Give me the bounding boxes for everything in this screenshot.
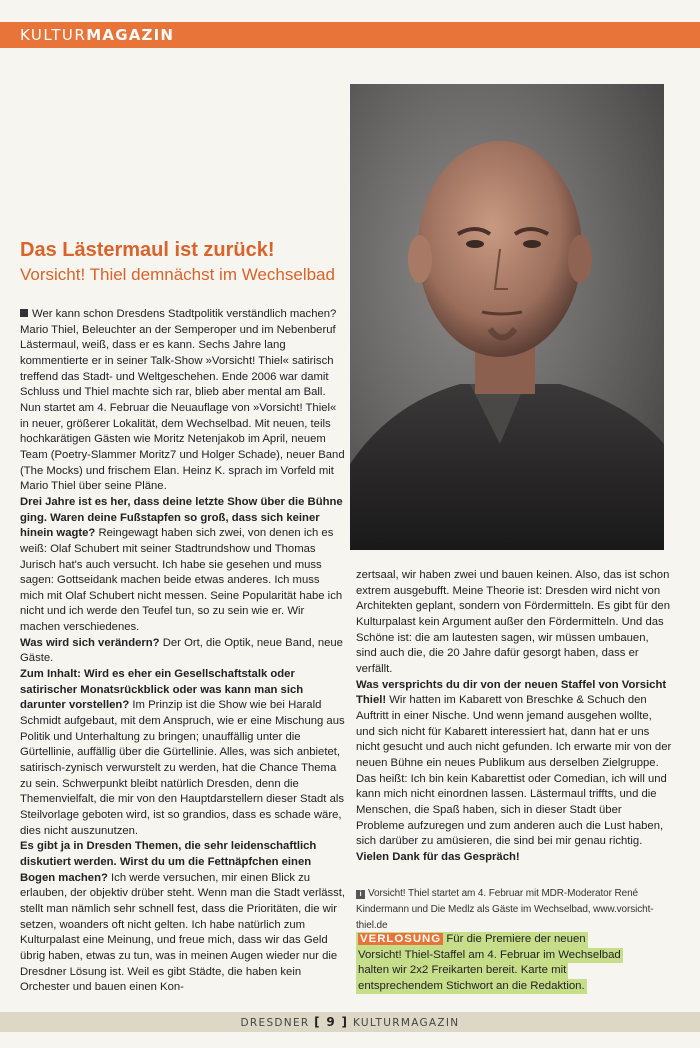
answer-4-part-2: zertsaal, wir haben zwei und bauen keinen. Also, das ist schon extrem ausgebufft. Meine Theorie ist: Dresden wird nicht von Architekten geplant, sondern von Fördermitteln. Es gibt für den Kulturpalast kein Argument außer den Fördermitteln. Und das Schöne ist: die am lautesten sagen, wir müssen umbauen, sind auch die, die 20 Jahre dafür gesorgt haben, dass er verfällt.	[356, 569, 670, 675]
footer-right: KULTURMAGAZIN	[352, 1017, 460, 1029]
closing-line: Vielen Dank für das Gespräch!	[356, 850, 520, 863]
title-light: KULTUR	[20, 26, 87, 44]
article-column-right	[356, 568, 672, 865]
qa-block-1	[20, 495, 346, 636]
verlosung-text-1: Für die Premiere der neuen	[446, 933, 586, 945]
verlosung-line-4: entsprechendem Stichwort an die Redaktion.	[356, 979, 587, 995]
verlosung-line-1	[356, 932, 588, 948]
verlosung-box	[356, 932, 621, 994]
question-4: Es gibt ja in Dresden Themen, die sehr leidenschaftlich diskutiert werden. Wirst du um die Fettnäpfchen einen Bogen machen?	[20, 840, 317, 884]
page-number: [ 9 ]	[314, 1015, 349, 1029]
answer-5: Wir hatten im Kabarett von Breschke & Schuch den Auftritt in einer Nische. Und wenn jemand ausgehen wollte, und sich nicht für Kabarett interessiert hat, dann hat er uns nicht gesucht und auch nicht gefunden. Ich erwarte mir von der neuen Bühne ein neues Publikum aus derselben Zielgruppe. Das heißt: Ich bin kein Kabarettist oder Comedian, ich will und kann mich nicht einordnen lassen. Lästermaul triffts, und die Menschen, die Spaß haben, sich in dieser Stadt über Probleme aufzuregen und zum anderen auch die Lust haben, sich darüber zu amüsieren, die sind bei mir genau richtig.	[356, 694, 672, 848]
footer-text	[0, 1015, 700, 1029]
answer-3: Im Prinzip ist die Show wie bei Harald Schmidt aufgebaut, mit dem Anspruch, wie er eine Mischung aus Politik und Unterhaltung zu bringen; unauffällig unter die Gürtellinie, auffällig über die Gürtellinie. Alles, was sich anbietet, satirisch-zynisch verwurstelt zu werden, hat die Chance Thema zu sein. Schwerpunkt bleibt natürlich Dresden, denn die Themenvielfalt, die mir von den Hauptdarstellern dieser Stadt als Steilvorlage geboten wird, ist so grandios, dass es schade wäre, dies nicht auszunutzen.	[20, 699, 345, 837]
answer-2: Der Ort, die Optik, neue Band, neue Gäste.	[20, 636, 343, 665]
question-1: Drei Jahre ist es her, dass deine letzte Show über die Bühne ging. Waren deine Fußstapfen so groß, dass sich keiner hinein wagte?	[20, 495, 343, 540]
answer-1: Reingewagt haben sich zwei, von denen ich es weiß: Olaf Schubert mit seiner Stadtrundshow und Thomas Jurisch hat's auch versucht. Ich habe sie gesehen und muss sagen: Gottseidank machen beide etwas anderes. Ich muss mich mit Olaf Schubert nicht messen. Seine Popularität habe ich nicht und ich werde den Teufel tun, so zu sein wie er. Wir machen verschiedenes.	[20, 527, 343, 634]
article-title: Das Lästermaul ist zurück!	[20, 239, 275, 261]
page-footer	[0, 1012, 700, 1032]
question-3: Zum Inhalt: Wird es eher ein Gesellschaftstalk oder satirischer Monatsrückblick oder was kann man sich darunter vorstellen?	[20, 668, 304, 712]
verlosung-line-3: halten wir 2x2 Freikarten bereit. Karte mit	[356, 963, 568, 979]
article-column-left	[20, 307, 346, 996]
info-icon: i	[356, 890, 365, 899]
article-subtitle: Vorsicht! Thiel demnächst im Wechselbad	[20, 265, 335, 284]
qa-block-3	[20, 667, 346, 839]
answer-4-continued	[356, 568, 672, 678]
footer-left: DRESDNER	[240, 1017, 310, 1029]
verlosung-tag: VERLOSUNG	[360, 933, 442, 945]
bullet-square-icon	[20, 309, 28, 317]
magazine-title	[20, 26, 174, 44]
question-5: Was versprichts du dir von der neuen Staffel von Vorsicht Thiel!	[356, 678, 667, 707]
title-bold: MAGAZIN	[86, 26, 175, 44]
qa-block-2	[20, 636, 346, 667]
info-box	[356, 886, 676, 934]
portrait-illustration	[350, 84, 664, 550]
qa-block-4	[20, 839, 346, 996]
info-text: Vorsicht! Thiel startet am 4. Februar mit MDR-Moderator René Kindermann und Die Medlz als Gäste im Wechselbad, www.vorsicht-thiel.de	[356, 888, 654, 931]
magazine-header	[0, 22, 700, 48]
answer-4-part-1: Ich werde versuchen, mir einen Blick zu erlauben, der objektiv drüber steht. Wenn man die Stadt verlässt, stellt man nämlich sehr schnell fest, dass die Prioritäten, die wir setzen, woanders oft nicht gelten. Ich habe natürlich zum Kulturpalast eine Meinung, und freue mich, dass wir das Geld übrig haben, etwas zu tun, was in meinen Augen wieder nur die Dresdner Lösung ist. Weil es gibt Städte, die haben kein Orchester und bauen einen Kon-	[20, 871, 346, 994]
page-number-value: 9	[326, 1015, 337, 1029]
question-2: Was wird sich verändern?	[20, 636, 160, 649]
portrait-photo	[350, 84, 664, 550]
verlosung-line-2: Vorsicht! Thiel-Staffel am 4. Februar im Wechselbad	[356, 948, 623, 964]
qa-block-5	[356, 678, 672, 850]
intro-text: Wer kann schon Dresdens Stadtpolitik verständlich machen? Mario Thiel, Beleuchter an der Semperoper und im Nebenberuf Lästermaul, weiß, dass er es kann. Sechs Jahre lang kommentierte er in seiner Talk-Show »Vorsicht! Thiel« satirisch treffend das Stadt- und Weltgeschehen. Ende 2006 war damit Schluss und Thiel machte sich rar, blieb aber mental am Ball. Nun startet am 4. Februar die Neuauflage von »Vorsicht! Thiel« in neuer, größerer Lokalität, dem Wechselbad. Mit neuen, teils hochkarätigen Gästen wie Moritz Netenjakob im April, neuem Team (Poetry-Slammer Moritz7 und Holger Schade), neuer Band (The Mocks) und frischem Elan. Heinz K. sprach im Vorfeld mit Mario Thiel über seine Pläne.	[20, 308, 345, 493]
intro-paragraph	[20, 307, 346, 495]
